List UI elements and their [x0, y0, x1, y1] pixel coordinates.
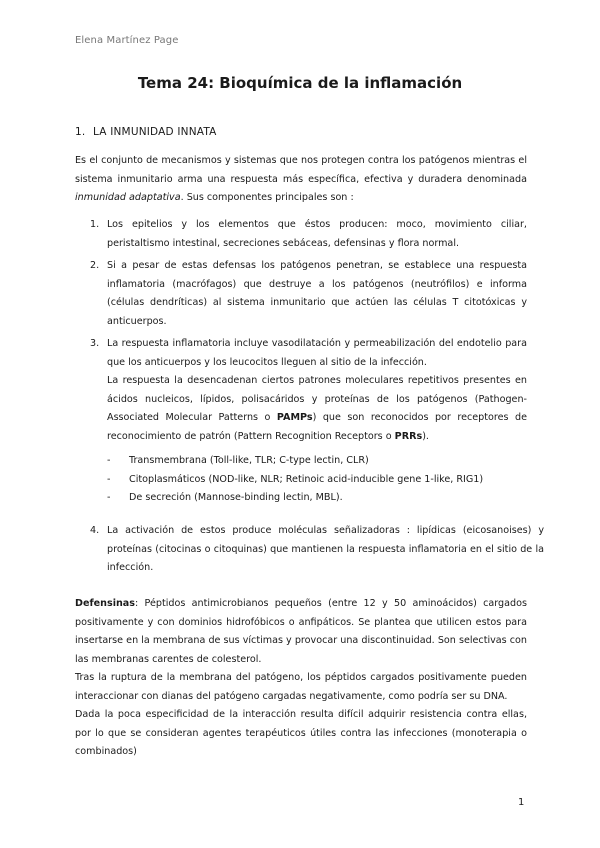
dash-bullet: -: [107, 455, 111, 466]
prrs-term: PRRs: [394, 430, 423, 442]
list-item-number: 2.: [90, 260, 100, 271]
defensinas-paragraph: Dada la poca especificidad de la interacción resulta difícil adquirir resistencia contra ellas, por lo que se consideran agentes terapéuticos útiles contra las infecciones (monoterapia o combinados): [75, 709, 527, 757]
document-author: Elena Martínez Page: [75, 35, 179, 46]
sublist-item: [107, 489, 527, 508]
intro-text-end: . Sus componentes principales son :: [180, 192, 354, 203]
dash-bullet: -: [107, 492, 111, 503]
list-item: [90, 257, 527, 331]
defensinas-paragraph: Tras la ruptura de la membrana del patógeno, los péptidos cargados positivamente pueden interaccionar con dianas del patógeno cargadas negativamente, como podría ser su DNA.: [75, 672, 527, 702]
sublist-item-text: Transmembrana (Toll-like, TLR; C-type lectin, CLR): [129, 455, 369, 466]
list-item-text: Los epitelios y los elementos que éstos producen: moco, movimiento ciliar, peristaltismo intestinal, secreciones sebáceas, defensinas y flora normal.: [107, 219, 527, 249]
sublist-item: [107, 471, 527, 490]
section-heading: [75, 126, 217, 138]
intro-paragraph: [75, 152, 527, 208]
intro-italic-term: inmunidad adaptativa: [75, 192, 181, 203]
list-item: [90, 216, 527, 253]
list-item-number: 1.: [90, 219, 100, 230]
sublist-item-text: De secreción (Mannose-binding lectin, MBL).: [129, 492, 343, 503]
sublist-item: [107, 452, 527, 471]
list-item-number: 4.: [90, 525, 100, 536]
text-fragment: ) que son reconocidos por receptores de reconocimiento de patrón (Pattern Recognition Receptors o: [107, 412, 527, 442]
pamps-term: PAMPs: [276, 412, 313, 423]
page-number: 1: [518, 797, 525, 808]
list-item-text-continued: [107, 372, 527, 446]
section-title: LA INMUNIDAD INNATA: [93, 126, 217, 138]
text-fragment: La respuesta la desencadenan ciertos patrones moleculares repetitivos presentes en ácidos nucleicos, lípidos, polisacáridos y proteínas de los patógenos (Pathogen-Associated Molecular Patterns o: [107, 375, 527, 423]
sublist-item-text: Citoplasmáticos (NOD-like, NLR; Retinoic acid-inducible gene 1-like, RIG1): [129, 473, 484, 485]
list-item-number: 3.: [90, 338, 100, 349]
list-item-text: Si a pesar de estas defensas los patógenos penetran, se establece una respuesta inflamatoria (macrófagos) que destruye a los patógenos (neutrófilos) e informa (células dendríticas) al sistema inmunitario que actúen las células T citotóxicas y anticuerpos.: [107, 260, 527, 327]
defensinas-text: : Péptidos antimicrobianos pequeños (entre 12 y 50 aminoácidos) cargados positivamente y con dominios hidrofóbicos o anfipáticos. Se plantea que utilicen estos para insertarse en la membrana de sus víctimas y provocar una discontinuidad. Son selectivas con las membranas carentes de colesterol.: [75, 598, 527, 665]
list-item-text: La respuesta inflamatoria incluye vasodilatación y permeabilización del endotelio para que los anticuerpos y los leucocitos lleguen al sitio de la infección.: [107, 338, 527, 368]
text-fragment: ).: [422, 430, 429, 442]
components-list: [90, 216, 527, 512]
document-title: Tema 24: Bioquímica de la inflamación: [137, 74, 463, 92]
list-item: [90, 522, 544, 578]
dash-bullet: -: [107, 473, 111, 485]
defensinas-paragraph: [75, 595, 527, 669]
receptor-sublist: [107, 452, 527, 508]
defensinas-section: [75, 595, 527, 762]
section-number: 1.: [75, 126, 86, 138]
list-item-text: La activación de estos produce moléculas señalizadoras : lipídicas (eicosanoises) y proteínas (citocinas o citoquinas) que mantienen la respuesta inflamatoria en el sitio de la infección.: [107, 525, 544, 573]
defensinas-label: Defensinas: [75, 598, 135, 609]
intro-text: Es el conjunto de mecanismos y sistemas que nos protegen contra los patógenos mientras el sistema inmunitario arma una respuesta más específica, efectiva y duradera denominada: [75, 155, 527, 185]
list-item: [90, 335, 527, 508]
